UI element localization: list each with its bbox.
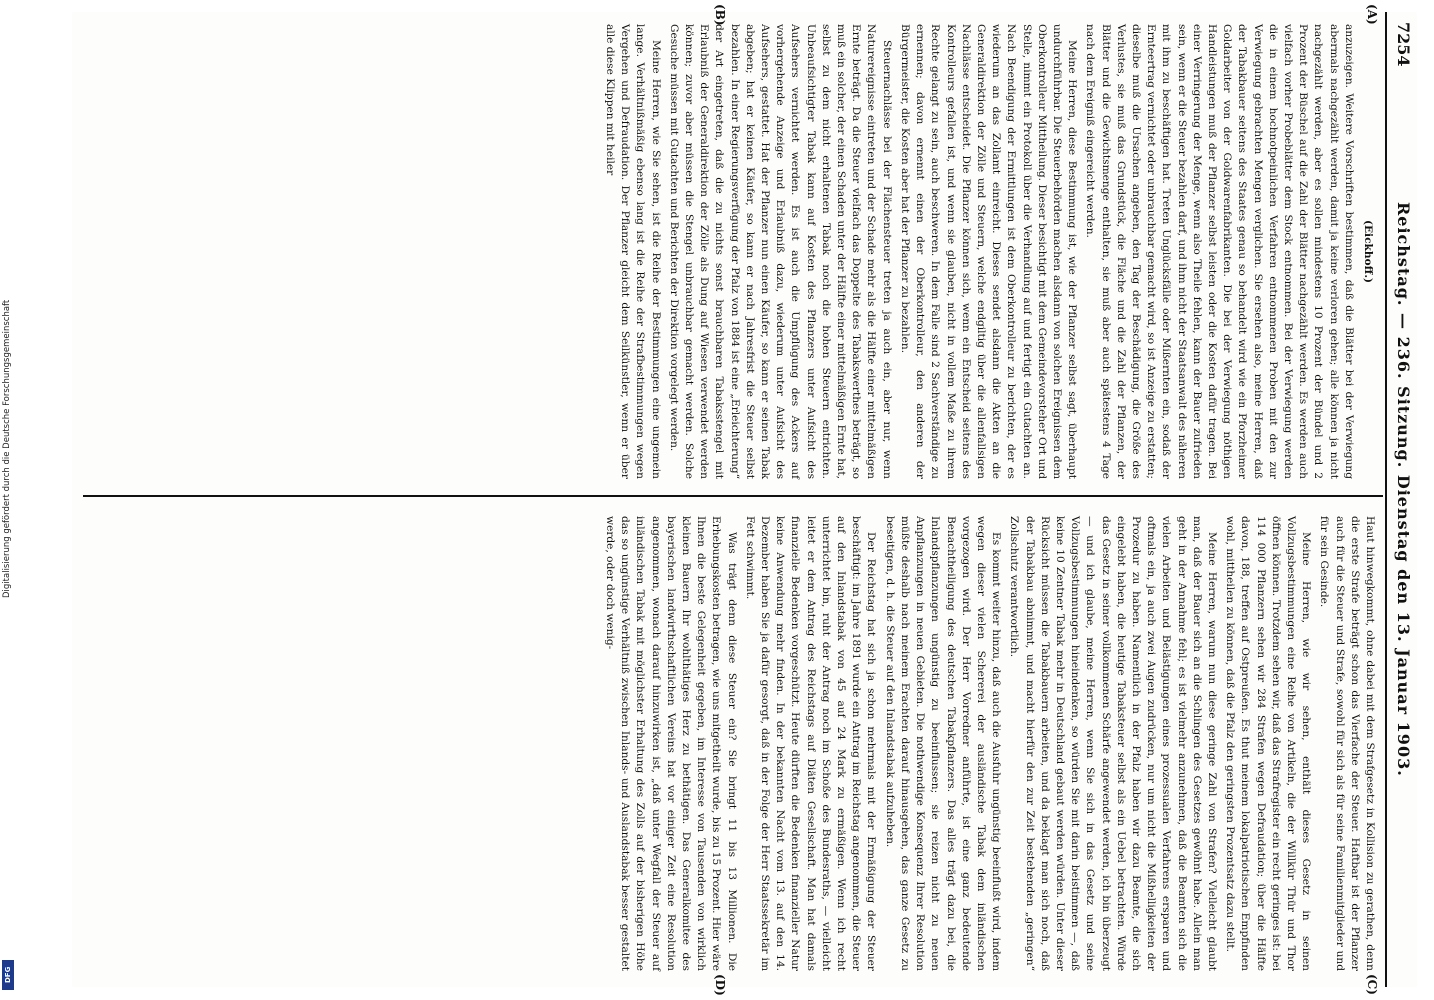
page-number: 7254 (1394, 22, 1413, 67)
paragraph: anzuzeigen. Weitere Vorschriften bestimmen, daß die Blätter bei der Verwiegung abermals nachgezählt werden, damit ja keine verloren gehen; alle können ja nicht nachgezählt werden, aber es sollen mindestens 10 Prozent der Bündel und 2 Prozent der Büschel auf die Zahl der Blätter nachgezählt werden. Es werden auch vielfach vorher Probeblätter dem Stock entnommen. Bei der Verwiegung werden die in einem hochnotpeinlichen Verfahren entnommenen Proben mit den zur Verwiegung gebrachten Mengen verglichen. Sie ersehen also, meine Herren, daß der Tabakbauer seitens des Staates genau so behandelt wird wie ein Pforzheimer Goldarbeiter von der Goldwarenfabrikanten. Die bei der Verwiegung nöthigen Handleistungen muß der Pflanzer selbst leisten oder die Kosten dafür tragen. Bei einer Verringerung der Menge, wenn also Theile fehlen, kann der Bauer zufrieden sein, wenn er die Steuer bezahlen darf, und ihm nicht der Staatsanwalt des näheren mit ihm zu beschäftigen hat. Treten Unglücksfälle oder Mißernten ein, sodaß der Ernteertrag vernichtet oder unbrauchbar gemacht wird, so ist Anzeige zu erstatten; dieselbe muß die Ursachen angeben, den Tag der Beschädigung, die Größe des Verlustes, sie muß das Grundstück, die Fläche und die Zahl der Pflanzen, der Blätter und die Gewichtsmenge enthalten, sie muß aber auch spätestens 4 Tage nach dem Ereigniß eingereicht werden. (1084, 24, 1355, 479)
margin-marker-c: (C) (1365, 974, 1379, 995)
header-rule (1385, 12, 1387, 987)
paragraph: Der Reichstag hat sich ja schon mehrmals mit der Ermäßigung der Steuer beschäftigt: im Jahre 1891 wurde ein Antrag im Reichstag angenommen, die Steuer auf den Inlandstabak von 45 auf 24 Mark zu ermäßigen. Wenn ich recht unterrichtet bin, ruht der Antrag noch im Schoße des Bundesraths, — vielleicht leitet er dem Antrag des Reichstags auf Diäten Gesellschaft. Man hat damals finanzielle Bedenken vorgeschützt. Heute dürften die Bedenken finanzieller Natur keine Anwendung mehr finden. In der bekannten Nacht vom 13. auf den 14. Dezember haben Sie ja dafür gesorgt, daß in der Folge der Herr Staatssekretär im Fett schwimmt. (743, 516, 878, 971)
column-divider (83, 495, 1383, 497)
digitization-credit: Digitalisierung gefördert durch die Deutsche Forschungsgemeinschaft (2, 299, 12, 598)
paragraph: Meine Herren, warum nun diese geringe Zahl von Strafen? Vielleicht glaubt man, daß der Bauer sich an die Schlingen des Gesetzes gewöhnt habe. Allein man geht in der Annahme fehl; es ist vielmehr anzunehmen, daß die Beamten sich die vielen Arbeiten und Belästigungen eines prozessualen Verfahrens ersparen und oftmals ein, ja auch zwei Augen zudrücken, nur um nicht die Mißhelligkeiten der Prozedur zu haben. Namentlich in der Pfalz haben wir dazu Beamte, die sich eingelebt haben, die heutige Tabaksteuer selbst als ein Uebel betrachten. Würde das Gesetz in seiner vollkommenen Schärfe angewendet werden, ich bin überzeugt — und ich glaube, meine Herren, wenn Sie sich in das Gesetz und seine Vollzugsbestimmungen hineindenken, so würden Sie mit darin beistimmen —, daß keine 10 Zentner Tabak mehr in Deutschland gebaut werden würden. Unter dieser Rücksicht müssen die Tabakbauern arbeiten, und da beklagt man sich noch, daß der Tabakbau abnimmt, und macht hierfür den zur Zeit bestehenden „geringen“ Zollschutz verantwortlich. (1008, 516, 1218, 971)
paragraph: Es kommt weiter hinzu, daß auch die Ausfuhr ungünstig beeinflußt wird, indem wegen dieser vielen Schererei der ausländische Tabak dem inländischen vorgezogen wird. Der Herr Vorredner anführte, ist eine ganz bedeutende Benachtheiligung des deutschen Tabakpflanzers. Das alles trägt dazu bei, die Inlandspflanzungen ungünstig zu beeinflussen; sie reizen nicht zu neuen Anpflanzungen in neuen Gebieten. Die nothwendige Konsequenz Ihrer Resolution müßte deshalb nach meinem Erachten darauf hinausgehen, das ganze Gesetz zu beseitigen, d. h. die Steuer auf den Inlandstabak aufzuheben. (883, 516, 1003, 971)
running-title: Reichstag. — 236. Sitzung. Dienstag den 13. Januar 1903. (1394, 202, 1413, 777)
page-header (1387, 12, 1417, 987)
paragraph: Haut hinwegkommt, ohne dabei mit dem Strafgesetz in Kollision zu gerathen, denn die erste Strafe beträgt schon das Vierfache der Steuer. Haftbar ist der Pflanzer auch für die Steuer und Strafe, sowohl für sich als für seine Familienmitglieder und für sein Gesinde. (1318, 516, 1376, 971)
rotated-document-page (72, 4, 1417, 996)
paragraph: Meine Herren, wie wir sehen, enthält dieses Gesetz in seinen Vollzugsbestimmungen eine Reihe von Artikeln, die der Willkür Thür und Thor öffnen können. Trotzdem sehen wir, daß das Strafregister ein recht geringes ist: bei 114 000 Pflanzern sehen wir 284 Strafen wegen Defraudation; über die Hälfte davon, 188, treffen auf Ostpreußen. Es thut meinem lokalpatriotischen Empfinden wohl, mittheilen zu können, daß die Pfalz den geringsten Prozentsatz dazu stellt. (1224, 516, 1313, 971)
margin-marker-a: (A) (1365, 4, 1379, 25)
right-column (599, 516, 1377, 971)
paragraph: Meine Herren, wie Sie sehen, ist die Reihe der Bestimmungen eine ungemein lange. Verhältnißmäßig ebenso lang ist die Reihe der Strafbestimmungen wegen Vergehen und Defraudation. Der Pflanzer gleicht dem Seilkünstler, wenn er über alle diese Klippen mit heiler (604, 24, 662, 479)
left-column (599, 24, 1377, 479)
paragraph: Steuernachlässe bei der Flächensteuer treten ja auch ein, aber nur, wenn Naturereignisse eintreten und der Schade mehr als die Hälfte einer mittelmäßigen Ernte beträgt. Da die Steuer vielfach das Doppelte des Tabakswerthes beträgt, so muß ein solcher, der einen Schaden unter der Hälfte einer mittelmäßigen Ernte hat, selbst zu dem nicht erhaltenen Tabak noch die hohen Steuern entrichten. Unbeaufsichtigter Tabak kann auf Kosten des Pflanzers unter Aufsicht des Aufsehers vernichtet werden. Es ist auch die Umpflügung des Ackers auf vorhergehende Anzeige und Erlaubniß dazu, wiederum unter Aufsicht des Aufsehers, gestattet. Hat der Pflanzer nun einen Käufer, so kann er seinen Tabak abgeben; hat er keinen Käufer, so kann er nach Jahresfrist die Steuer selbst bezahlen. In einer Regierungsverfügung der Pfalz von 1884 ist eine „Erleichterung“ der Art eingetreten, daß die zu nichts sonst brauchbaren Tabaksstengel mit Erlaubniß der Generaldirektion der Zölle als Dung auf Wiesen verwendet werden können; zuvor aber müssen die Stengel unbrauchbar gemacht werden. Solche Gesuche müssen mit Gutachten und Berichten der Direktion vorgelegt werden. (667, 24, 893, 479)
speaker-label: (Eickhoff.) (1362, 219, 1374, 284)
paragraph: Meine Herren, diese Bestimmung ist, wie der Pflanzer selbst sagt, überhaupt undurchführbar. Die Steuerbehörden machen alsdann von solchen Ereignissen dem Oberkontrolleur Mittheilung. Dieser besichtigt mit dem Gemeindevorsteher Ort und Stelle, nimmt ein Protokoll über die Verhandlung auf und fertigt ein Gutachten an. Nach Beendigung der Ermittlungen ist dem Oberkontrolleur zu berichten, der es wiederum an das Zollamt einreicht. Dieses sendet alsdann die Akten an die Generaldirektion der Zölle und Steuern, welche endgiltig über die allenfallsigen Nachlässe entscheidet. Die Pflanzer können sich, wenn ein Entscheid seitens des Kontrolleurs gefallen ist, und wenn sie glauben, nicht in vollem Maße zu ihrem Rechte gelangt zu sein, auch beschweren. In dem Falle sind 2 Sachverständige zu ernennen; davon ernennt einen der Oberkontrolleur, den anderen der Bürgermeister, die Kosten aber hat der Pflanzer zu bezahlen. (898, 24, 1079, 479)
margin-marker-d: (D) (713, 974, 727, 996)
margin-marker-b: (B) (713, 4, 727, 26)
paragraph: Was trägt denn diese Steuer ein? Sie bringt 11 bis 13 Millionen. Die Erhebungskosten betragen, wie uns mitgetheilt wurde, bis zu 15 Prozent. Hier wäre Ihnen die beste Gelegenheit gegeben, im Interesse von Tausenden von wirklich kleinen Bauern Ihr wohlthätiges Herz zu bethätigen. Das Generalkomitee des bayerischen landwirthschaftlichen Vereins hat vor einiger Zeit eine Resolution angenommen, wonach darauf hinzuwirken ist, „daß unter Wegfall der Steuer auf inländischen Tabak mit möglichster Erhaltung des Zolls auf der bisherigen Höhe das so ungünstige Verhältniß zwischen Inlands- und Auslandstabak besser gestaltet werde, oder doch wenig- (604, 516, 738, 971)
dfg-logo-icon: DFG (2, 960, 14, 990)
